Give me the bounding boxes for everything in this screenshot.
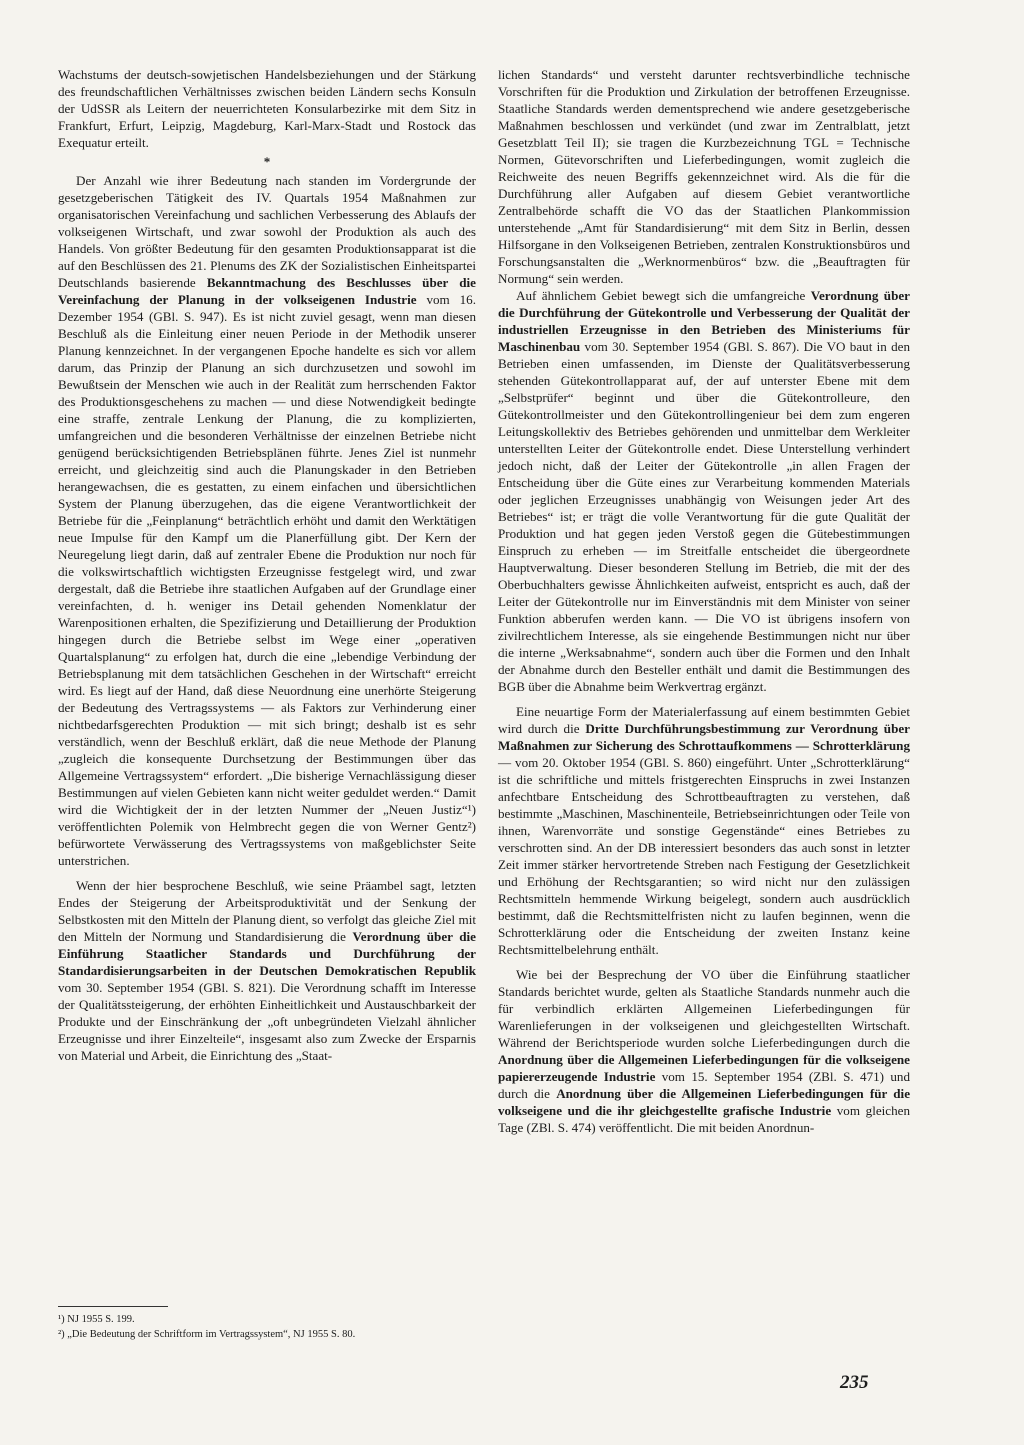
paragraph-standards <box>58 877 476 1064</box>
section-divider: * <box>263 154 271 169</box>
paragraph-consuls <box>58 66 476 151</box>
paragraph-text: — vom 20. Oktober 1954 (GBl. S. 860) eingeführt. Unter „Schrotterklärung“ ist die schriftliche und mittels fristgerechten Einspruchs in zwei Instanzen anfechtbare Entscheidung des Schrottbeauftragten zu verstehen, daß bestimmte „Maschinen, Maschinenteile, Betriebseinrichtungen oder Teile von ihnen, Warenvorräte und sonstige Gegenstände“ eines Betriebes zu verschrotten sind. An der DB interessiert besonders das auch sonst in letzter Zeit immer stärker hervortretende Streben nach Festigung der Gesetzlichkeit und Erhöhung der Rechtsgarantien; so wird nicht nur den zulässigen Rechtsmitteln hemmende Wirkung beigelegt, sondern auch ausdrücklich bestimmt, daß die Rechtsmittelfristen nicht zu laufen beginnen, wenn die Schrotterklärung oder die Entscheidung der zweiten Instanz keine Rechtsmittelbelehrung enthält. <box>498 755 910 957</box>
paragraph-text: vom 15. September 1954 (ZBl. S. 471) und durch die <box>498 1069 910 1101</box>
bold-title: Dritte Durchführungsbestimmung zur Verordnung über Maßnahmen zur Sicherung des Schrottaufkommens — Schrotterklärung <box>498 721 910 753</box>
paragraph-text: vom 30. September 1954 (GBl. S. 867). Die VO baut in den Betrieben einen umfassenden, im Dienste der Qualitätsverbesserung stehenden Gütekontrollapparat auf, der auf unterster Ebene mit dem „Selbstprüfer“ beginnt und über die Gütekontrolleure, den Gütekontrollmeister und den Gütekontrollingenieur bei dem zum engeren Leitungskollektiv des Betriebes gehörenden und unmittelbar dem Werkleiter unterstellten Leiter der Gütekontrolle endet. Diese Unterstellung verhindert jedoch nicht, daß der Leiter der Gütekontrolle „in allen Fragen der Entscheidung über die Güte eines zur Verarbeitung kommenden Materials oder jeglichen Erzeugnisses unabhängig von Weisungen jeder Art des Betriebes“ ist; er trägt die volle Verantwortung für die gute Qualität der Produktion und hat gegen jeden Verstoß gegen die Gütebestimmungen Einspruch zu erheben — im Streitfalle entscheidet die übergeordnete Hauptverwaltung. Dieser besonderen Stellung im Betrieb, die mit der des Oberbuchhalters gewisse Ähnlichkeiten aufweist, entspricht es auch, daß der Leiter der Gütekontrolle nur im Einverständnis mit dem Minister von seiner Funktion abberufen werden kann. — Die VO ist übrigens insofern von zivilrechtlichem Interesse, als sie eingehende Bestimmungen nicht nur über die interne „Werksabnahme“, sondern auch über die Formen und den Inhalt der Abnahme durch den Besteller enthält und damit die Bestimmungen des BGB über die Abnahme beim Werkvertrag ergänzt. <box>498 339 910 694</box>
paragraph-guetekontrolle <box>498 287 910 695</box>
footnote-2: ²) „Die Bedeutung der Schriftform im Vertragssystem“, NJ 1955 S. 80. <box>58 1329 356 1340</box>
bold-title: Verordnung über die Einführung Staatlicher Standards und Durchführung der Standardisierungsarbeiten in der Deutschen Demokratischen Republik <box>58 929 476 978</box>
paragraph-text: Wie bei der Besprechung der VO über die Einführung staatlicher Standards berichtet wurde, gelten als Staatliche Standards nunmehr auch die für verbindlich erklärten Allgemeinen Lieferbedingungen für Warenlieferungen in der volkseigenen und gleichgestellten Wirtschaft. Während der Berichtsperiode wurden solche Lieferbedingungen durch die <box>498 967 910 1050</box>
paragraph-text: vom 30. September 1954 (GBl. S. 821). Die Verordnung schafft im Interesse der Qualitätssteigerung, der erhöhten Einheitlichkeit und Austauschbarkeit der Produkte und der Einschränkung der „oft unbegründeten Vielzahl ähnlicher Erzeugnisse und ihrer Einzelteile“, insgesamt also zum Zwecke der Ersparnis von Material und Arbeit, die Einrichtung des „Staat- <box>58 980 476 1063</box>
footnote-1: ¹) NJ 1955 S. 199. <box>58 1314 135 1325</box>
paragraph-text: lichen Standards“ und versteht darunter rechtsverbindliche technische Vorschriften für die Produktion und Zirkulation der betroffenen Erzeugnisse. Staatliche Standards werden dementsprechend wie andere gesetzgeberische Maßnahmen beschlossen und verkündet (und zwar im Zentralblatt, jetzt Gesetzblatt Teil II); sie tragen die Kurzbezeichnung TGL = Technische Normen, Gütevorschriften und Lieferbedingungen, womit zugleich die Reichweite des neuen Begriffs gekennzeichnet wird. Als die für die Durchführung aller Aufgaben auf diesem Gebiet verantwortliche Zentralbehörde schafft die VO das der Staatlichen Plankommission unterstehende „Amt für Standardisierung“ mit dem Sitz in Berlin, dessen Hilfsorgane in den Volkseigenen Betrieben, zentralen Konstruktionsbüros und Forschungsanstalten die „Werknormenbüros“ bzw. die „Beauftragten für Normung“ sein werden. <box>498 67 910 286</box>
footnotes <box>58 1306 476 1343</box>
bold-title: Anordnung über die Allgemeinen Lieferbedingungen für die volkseigene und die ihr gleichgestellte grafische Industrie <box>498 1086 911 1118</box>
paragraph-text: Der Anzahl wie ihrer Bedeutung nach standen im Vordergrunde der gesetzgeberischen Tätigkeit des IV. Quartals 1954 Maßnahmen zur organisatorischen Vereinfachung und sachlichen Verbesserung des Ablaufs der volkseigenen Wirtschaft, und zwar sowohl der Produktion als auch des Handels. Von größter Bedeutung für den gesamten Produktionsapparat ist die auf den Beschlüssen des 21. Plenums des ZK der Sozialistischen Einheitspartei Deutschlands basierende <box>58 173 476 290</box>
bold-title: Bekanntmachung des Beschlusses über die Vereinfachung der Planung in der volkseigenen Industrie <box>58 275 476 307</box>
paragraph-standards-cont <box>498 66 910 287</box>
paragraph-text: Wachstums der deutsch-sowjetischen Handelsbeziehungen und der Stärkung des freundschaftlichen Verhältnisses zwischen beiden Ländern sechs Konsuln der UdSSR als Leitern der neuerrichteten Konsularbezirke mit dem Sitz in Frankfurt, Erfurt, Leipzig, Magdeburg, Karl-Marx-Stadt und Rostock das Exequatur erteilt. <box>58 67 476 150</box>
paragraph-text: Wenn der hier besprochene Beschluß, wie seine Präambel sagt, letzten Endes der Steigerung der Arbeitsproduktivität und der Senkung der Selbstkosten mit den Mitteln der Planung dient, so verfolgt das gleiche Ziel mit den Mitteln der Normung und Standardisierung die <box>58 878 476 944</box>
paragraph-text: Eine neuartige Form der Materialerfassung auf einem bestimmten Gebiet wird durch die <box>498 704 910 736</box>
right-column <box>498 66 910 1136</box>
paragraph-planung <box>58 172 476 869</box>
paragraph-text: vom 16. Dezember 1954 (GBl. S. 947). Es ist nicht zuviel gesagt, wenn man diesen Beschluß als die Einleitung einer neuen Periode in der Methodik unserer Planung kennzeichnet. In der vergangenen Epoche handelte es sich vor allem darum, das Prinzip der Planung an sich durchzusetzen und sowohl im Bewußtsein der Menschen wie auch in der Realität zum herrschenden Faktor des Produktionsgeschehens zu machen — und diese Notwendigkeit bedingte eine straffe, zentrale Lenkung der Planung, die zu komplizierten, umfangreichen und die besonderen Verhältnisse der einzelnen Betriebe nicht genügend berücksichtigenden Betriebsplänen führte. Jenes Ziel ist nunmehr erreicht, und gleichzeitig sind auch die Planungskader in den Betrieben herangewachsen, die es gestatten, zu einem einfachen und übersichtlichen System der Planung überzugehen, das die eigene Verantwortlichkeit der Betriebe für die „Feinplanung“ beträchtlich erhöht und damit den Werktätigen neue Impulse für den Kampf um die Planerfüllung gibt. Der Kern der Neuregelung liegt darin, daß auf zentraler Ebene die Produktion nur noch für die volkswirtschaftlich wichtigsten Erzeugnisse festgelegt wird, und zwar dergestalt, daß die Betriebe ihre staatlichen Aufgaben auf der Grundlage einer vereinfachten, d. h. weniger ins Detail gehenden Nomenklatur der Warenpositionen erhalten, die Spezifizierung und Detaillierung der Produktion hingegen durch die Betriebe selbst im Wege einer „operativen Quartalsplanung“ zu erfolgen hat, durch die eine „lebendige Verbindung der Betriebsplanung mit dem tatsächlichen Geschehen in der Wirtschaft“ erreicht wird. Es liegt auf der Hand, daß diese Neuordnung eine unerhörte Steigerung der Bedeutung des Vertragssystems — als Faktors zur Verhinderung einer nichtbedarfsgerechten Produktion — mit sich bringt; deshalb ist es sehr verständlich, wenn der Beschluß erklärt, daß die neue Methode der Planung „zugleich die konsequente Durchsetzung der Bestimmungen über das Allgemeine Vertragssystem“ erfordert. „Die bisherige Vernachlässigung dieser Bestimmungen auf vielen Gebieten kann nicht weiter geduldet werden.“ Damit wird die Wichtigkeit der in der letzten Nummer der „Neuen Justiz“¹) veröffentlichten Polemik von Helmbrecht gegen die von Werner Gentz²) befürwortete Verwässerung des Vertragssystems von maßgeblichster Seite unterstrichen. <box>58 292 476 868</box>
bold-title: Verordnung über die Durchführung der Gütekontrolle und Verbesserung der Qualität der industriellen Erzeugnisse in den Betrieben des Ministeriums für Maschinenbau <box>498 288 910 354</box>
footnote-rule <box>58 1306 168 1307</box>
left-column <box>58 66 476 1064</box>
paragraph-text: Auf ähnlichem Gebiet bewegt sich die umfangreiche <box>516 288 811 303</box>
paragraph-lieferbedingungen <box>498 966 910 1136</box>
page-number: 235 <box>840 1372 869 1393</box>
bold-title: Anordnung über die Allgemeinen Lieferbedingungen für die volkseigene papiererzeugende Industrie <box>498 1052 910 1084</box>
paragraph-text: vom gleichen Tage (ZBl. S. 474) veröffentlicht. Die mit beiden Anordnun- <box>498 1103 910 1135</box>
paragraph-schrott <box>498 703 910 958</box>
